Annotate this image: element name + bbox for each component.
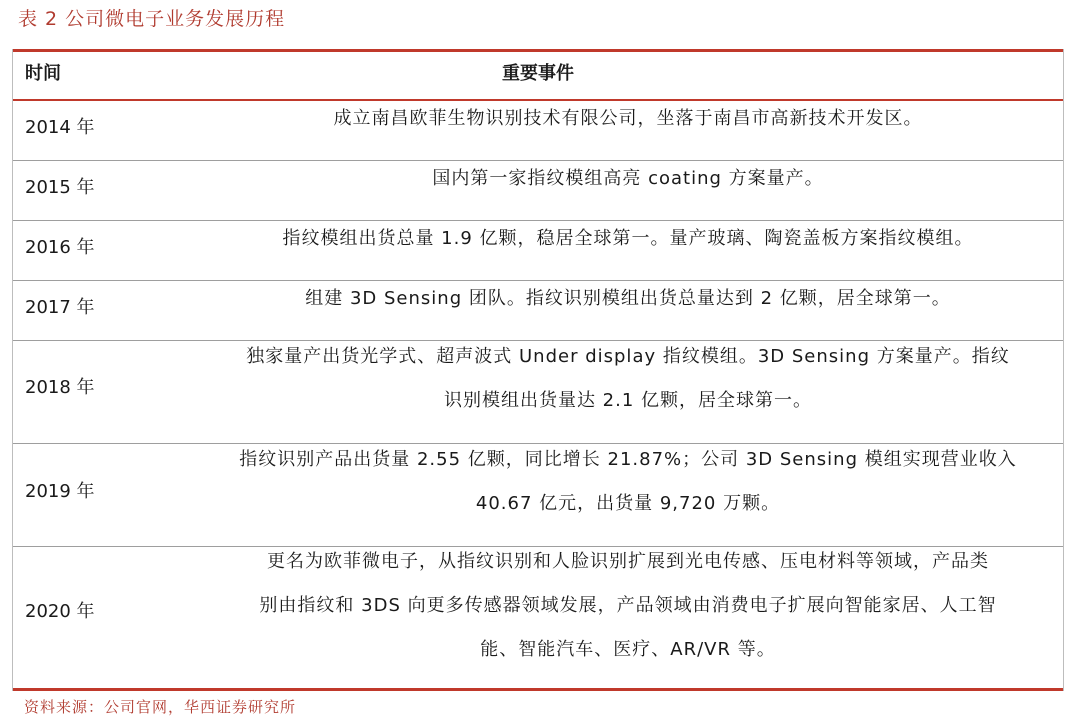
row-event-line: 国内第一家指纹模组高亮 coating 方案量产。	[432, 168, 824, 189]
table-caption: 表 2 公司微电子业务发展历程	[18, 8, 286, 30]
table-row	[13, 281, 1063, 341]
row-event-line: 更名为欧菲微电子，从指纹识别和人脸识别扩展到光电传感、压电材料等领域，产品类	[267, 551, 989, 572]
row-event	[203, 540, 1053, 672]
row-event	[203, 335, 1053, 423]
row-event	[203, 217, 1053, 261]
row-event-line: 别由指纹和 3DS 向更多传感器领域发展，产品领域由消费电子扩展向智能家居、人工智	[259, 595, 997, 616]
table-row	[13, 161, 1063, 221]
table-row	[13, 101, 1063, 161]
row-event-line: 指纹模组出货总量 1.9 亿颗，稳居全球第一。量产玻璃、陶瓷盖板方案指纹模组。	[282, 228, 974, 249]
row-event-line: 指纹识别产品出货量 2.55 亿颗，同比增长 21.87%；公司 3D Sensing 模组实现营业收入	[239, 449, 1017, 470]
table-row	[13, 547, 1063, 688]
row-event	[203, 438, 1053, 526]
row-event-line: 识别模组出货量达 2.1 亿颗，居全球第一。	[443, 390, 813, 411]
row-event	[203, 97, 1053, 141]
row-year: 2016 年	[25, 237, 95, 258]
header-year: 时间	[25, 63, 61, 84]
row-event-line: 能、智能汽车、医疗、AR/VR 等。	[480, 639, 776, 660]
row-event-line: 独家量产出货光学式、超声波式 Under display 指纹模组。3D Sensing 方案量产。指纹	[246, 346, 1010, 367]
table-row	[13, 444, 1063, 547]
table-row	[13, 221, 1063, 281]
row-event	[203, 277, 1053, 321]
row-year: 2015 年	[25, 177, 95, 198]
events-table	[12, 49, 1064, 691]
row-year: 2014 年	[25, 117, 95, 138]
row-year: 2020 年	[25, 601, 95, 622]
row-event-line: 成立南昌欧菲生物识别技术有限公司，坐落于南昌市高新技术开发区。	[333, 108, 923, 129]
row-event-line: 40.67 亿元，出货量 9,720 万颗。	[475, 493, 781, 514]
row-event	[203, 157, 1053, 201]
row-event-line: 组建 3D Sensing 团队。指纹识别模组出货总量达到 2 亿颗，居全球第一。	[305, 288, 951, 309]
row-year: 2017 年	[25, 297, 95, 318]
header-event: 重要事件	[502, 63, 574, 84]
source-note: 资料来源：公司官网，华西证券研究所	[24, 698, 297, 716]
table-row	[13, 341, 1063, 444]
table-top-rule	[13, 49, 1063, 52]
row-year: 2018 年	[25, 377, 95, 398]
row-year: 2019 年	[25, 481, 95, 502]
table-bottom-rule	[13, 688, 1063, 691]
